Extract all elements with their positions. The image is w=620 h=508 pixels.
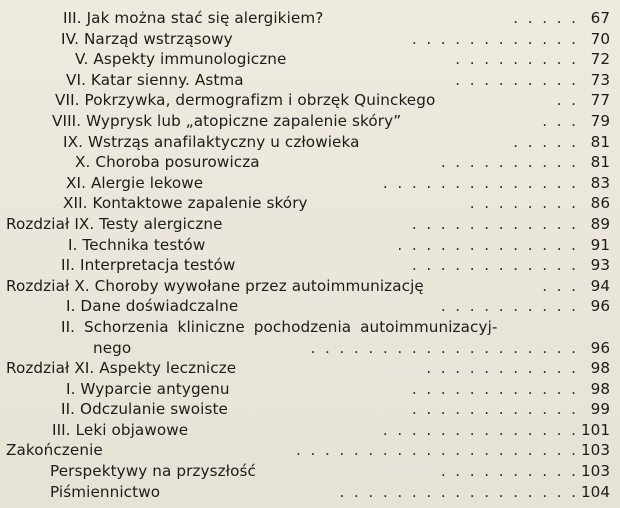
toc-page-number: 89 [590, 214, 610, 233]
leader-dots: . . . . . . . . . . . . [411, 400, 576, 419]
toc-page-number: 91 [590, 235, 610, 254]
toc-entry [0, 111, 620, 132]
toc-entry [0, 379, 620, 400]
toc-page-number: 96 [590, 297, 610, 316]
toc-entry-title: VIII. Wyprysk lub „atopiczne zapalenie skóry” [52, 111, 402, 130]
leader-dots: . . . . . . . . . . . . . . . . . . . . [295, 441, 576, 460]
toc-chapter [0, 358, 620, 379]
toc-entry-continuation [0, 338, 620, 359]
toc-chapter [0, 276, 620, 297]
toc-entry-title: X. Choroba posurowicza [75, 153, 260, 172]
toc-entry [0, 255, 620, 276]
toc-page-number: 98 [590, 379, 610, 398]
toc-entry [0, 49, 620, 70]
toc-entry [0, 420, 620, 441]
leader-dots: . . . . . . . . . . . . . . [382, 420, 576, 439]
toc-page-number: 70 [590, 29, 610, 48]
leader-dots: . . . . . . . . . . [440, 153, 576, 172]
leader-dots: . . . . . . . . . . . . [411, 379, 576, 398]
toc-entry-title: I. Technika testów [68, 235, 206, 254]
leader-dots: . . . . . . . . . . . . . . . . . . . [310, 338, 576, 357]
toc-page-number: 72 [590, 50, 610, 69]
toc-page-number: 104 [581, 482, 610, 501]
toc-chapter-title: Rozdział IX. Testy alergiczne [6, 214, 223, 233]
toc-entry-title: III. Jak można stać się alergikiem? [63, 9, 324, 27]
toc-page-number: 83 [590, 173, 610, 192]
leader-dots: . . . . . . . . . . . . [411, 256, 576, 275]
toc-page-number: 79 [590, 111, 610, 130]
toc-entry [0, 8, 620, 29]
toc-entry [0, 173, 620, 194]
toc-page-number: 77 [590, 91, 610, 110]
leader-dots: . . . . . [513, 9, 576, 27]
toc-page-number: 67 [590, 9, 610, 27]
leader-dots: . . [556, 91, 576, 110]
toc-page-number: 98 [590, 359, 610, 378]
toc-entry [0, 296, 620, 317]
toc-entry-title: IX. Wstrząs anafilaktyczny u człowieka [63, 132, 360, 151]
toc-page-number: 103 [581, 441, 610, 460]
toc-entry-title: VI. Katar sienny. Astma [66, 70, 244, 89]
leader-dots: . . . . . . . . . . [440, 297, 576, 316]
toc-entry-title: I. Wyparcie antygenu [66, 379, 230, 398]
leader-dots: . . . . . [513, 132, 576, 151]
toc-entry-title: II. Interpretacja testów [61, 256, 236, 275]
toc-page-number: 94 [590, 276, 610, 295]
toc-page-number: 81 [590, 132, 610, 151]
table-of-contents [0, 8, 620, 502]
toc-chapter [0, 214, 620, 235]
leader-dots: . . . . . . . . . . . . [411, 214, 576, 233]
leader-dots: . . . . . . . . . . . . . . . . . [339, 482, 576, 501]
toc-entry-title: XII. Kontaktowe zapalenie skóry [63, 194, 308, 213]
leader-dots: . . . . . . . . . [455, 70, 576, 89]
toc-entry-title: II. Odczulanie swoiste [61, 400, 228, 419]
leader-dots: . . . [542, 111, 576, 130]
leader-dots: . . . . . . . . . . . [426, 359, 576, 378]
toc-page-number: 73 [590, 70, 610, 89]
toc-entry [0, 399, 620, 420]
toc-entry [0, 29, 620, 50]
toc-entry [0, 152, 620, 173]
toc-page-number: 101 [581, 420, 610, 439]
leader-dots: . . . . . . . . [469, 194, 576, 213]
toc-entry [0, 90, 620, 111]
leader-dots: . . . . . . . . . . [440, 462, 576, 481]
toc-entry [0, 461, 620, 482]
toc-entry [0, 193, 620, 214]
toc-page-number: 81 [590, 153, 610, 172]
toc-page-number: 86 [590, 194, 610, 213]
toc-entry-title: I. Dane doświadczalne [66, 297, 239, 316]
toc-entry-title: IV. Narząd wstrząsowy [61, 29, 233, 48]
toc-entry [0, 70, 620, 91]
toc-entry-title: Perspektywy na przyszłość [50, 462, 256, 481]
toc-entry-title: XI. Alergie lekowe [66, 173, 204, 192]
toc-entry-title: III. Leki objawowe [52, 420, 189, 439]
toc-chapter-title: Rozdział X. Choroby wywołane przez autoimmunizację [6, 276, 424, 295]
toc-entry-title: V. Aspekty immunologiczne [75, 50, 287, 69]
toc-entry-title: VII. Pokrzywka, dermografizm i obrzęk Quinckego [55, 91, 436, 110]
toc-chapter-title: Zakończenie [6, 441, 103, 460]
leader-dots: . . . . . . . . . [455, 50, 576, 69]
toc-page-number: 96 [590, 338, 610, 357]
toc-chapter-title: Rozdział XI. Aspekty lecznicze [6, 359, 237, 378]
toc-page-number: 93 [590, 256, 610, 275]
toc-entry [0, 317, 620, 338]
toc-page-number: 99 [590, 400, 610, 419]
toc-entry [0, 482, 620, 503]
leader-dots: . . . . . . . . . . . . [411, 29, 576, 48]
toc-entry [0, 132, 620, 153]
leader-dots: . . . . . . . . . . . . . [397, 235, 576, 254]
leader-dots: . . . . . . . . . . . . . . [382, 173, 576, 192]
toc-entry-title: Piśmiennictwo [50, 482, 161, 501]
toc-page-number: 103 [581, 462, 610, 481]
toc-chapter [0, 440, 620, 461]
toc-entry-title: nego [93, 338, 132, 357]
leader-dots: . . . [542, 276, 576, 295]
toc-entry [0, 235, 620, 256]
toc-entry-title: II. Schorzenia kliniczne pochodzenia autoimmunizacyj- [61, 317, 498, 336]
